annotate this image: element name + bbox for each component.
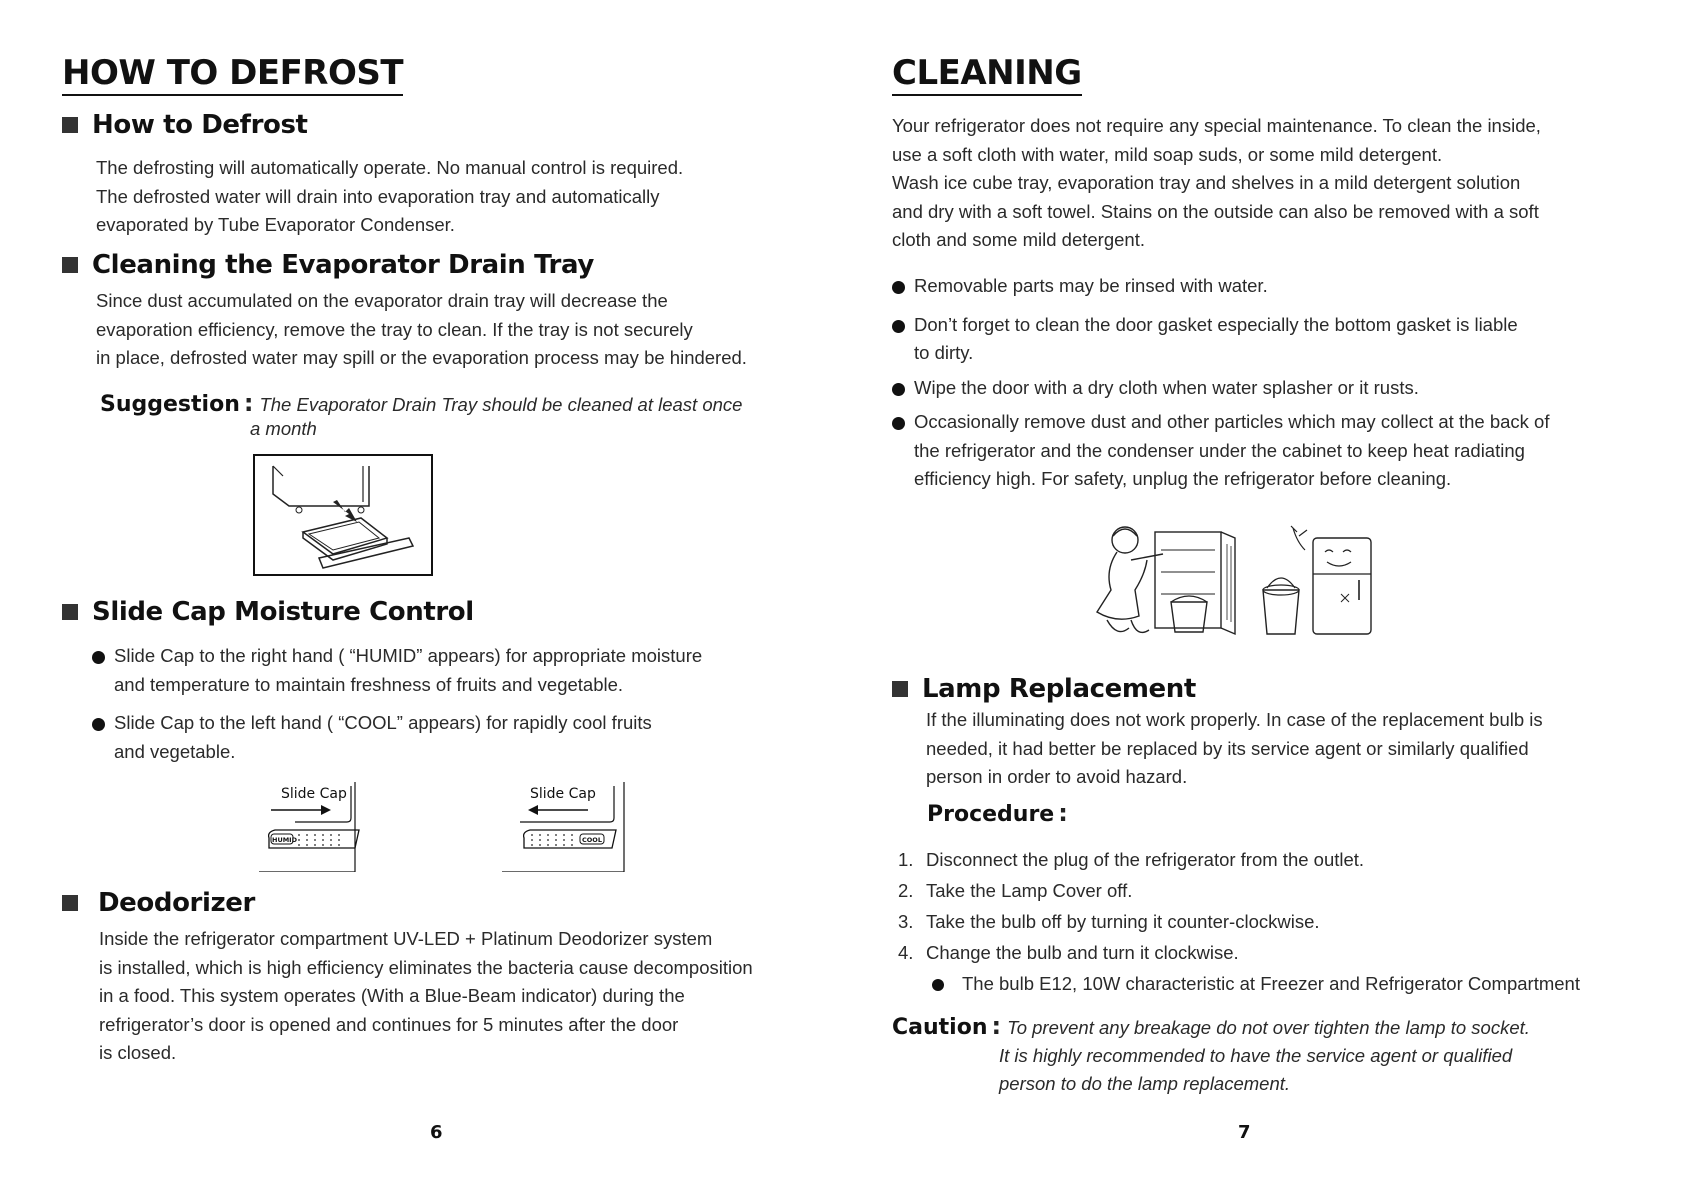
step-number: 1. <box>898 849 914 870</box>
cleaning-illustration <box>1087 520 1387 645</box>
step-text: Take the bulb off by turning it counter-clockwise. <box>926 911 1320 932</box>
text-line: Wash ice cube tray, evaporation tray and shelves in a mild detergent solution <box>892 172 1521 193</box>
procedure-label: Procedure <box>927 802 1055 827</box>
page-title-defrost: HOW TO DEFROST <box>62 54 403 96</box>
list-item <box>892 374 1549 403</box>
text-line: person in order to avoid hazard. <box>926 766 1188 787</box>
text-line: needed, it had better be replaced by its service agent or similarly qualified <box>926 737 1529 759</box>
slide-cap-label: Slide Cap <box>281 786 347 802</box>
text-line: and temperature to maintain freshness of fruits and vegetable. <box>114 673 624 695</box>
step-text: Take the Lamp Cover off. <box>926 880 1133 901</box>
text-line: Wipe the door with a dry cloth when water splasher or it rusts. <box>914 376 1419 398</box>
list-item <box>898 937 1364 968</box>
procedure-colon: : <box>1058 799 1068 827</box>
step-text: Change the bulb and turn it clockwise. <box>926 942 1239 963</box>
heading-text: How to Defrost <box>92 110 308 140</box>
procedure-heading <box>927 799 1074 827</box>
text-line: and vegetable. <box>114 740 236 762</box>
slide-cap-label: Slide Cap <box>530 786 596 802</box>
section-heading-how-to-defrost <box>62 110 308 140</box>
text-line: in a food. This system operates (With a Blue-Beam indicator) during the <box>99 985 685 1006</box>
heading-text: Cleaning the Evaporator Drain Tray <box>92 250 594 280</box>
text-line: refrigerator’s door is opened and continues for 5 minutes after the door <box>99 1013 679 1035</box>
text-line: Inside the refrigerator compartment UV-LED + Platinum Deodorizer system <box>99 928 713 949</box>
text-line: to dirty. <box>914 342 974 363</box>
square-bullet-icon <box>62 257 78 273</box>
bullet-dot-icon <box>892 281 905 294</box>
page-title-cleaning: CLEANING <box>892 54 1082 96</box>
bullet-dot-icon <box>892 417 905 430</box>
text-line: Slide Cap to the left hand ( “COOL” appears) for rapidly cool fruits <box>114 712 652 733</box>
cleaning-intro-paragraph <box>892 112 1541 255</box>
step-number: 4. <box>898 942 914 963</box>
text-line: Occasionally remove dust and other particles which may collect at the back of <box>914 411 1550 432</box>
caution-note <box>892 1012 1530 1040</box>
caution-text: To prevent any breakage do not over tighten the lamp to socket. <box>1007 1017 1530 1038</box>
heading-text: Deodorizer <box>98 888 255 918</box>
suggestion-note <box>100 389 742 417</box>
text-line: and dry with a soft towel. Stains on the outside can also be removed with a soft <box>892 200 1539 222</box>
step-number: 2. <box>898 880 914 901</box>
cleaning-tray-paragraph <box>96 287 747 373</box>
drain-tray-illustration <box>253 454 433 576</box>
caution-text-line2: It is highly recommended to have the service agent or qualified <box>999 1045 1513 1066</box>
bullet-dot-icon <box>932 979 944 991</box>
bullet-dot-icon <box>892 383 905 396</box>
suggestion-text: The Evaporator Drain Tray should be cleaned at least once <box>259 394 743 415</box>
text-line: Slide Cap to the right hand ( “HUMID” appears) for appropriate moisture <box>114 645 703 666</box>
lamp-paragraph <box>926 706 1543 792</box>
procedure-steps <box>898 844 1364 968</box>
slide-cap-cool-diagram <box>502 780 632 872</box>
text-line: Your refrigerator does not require any special maintenance. To clean the inside, <box>892 115 1541 136</box>
list-item <box>892 311 1549 368</box>
square-bullet-icon <box>62 117 78 133</box>
text-line: Don’t forget to clean the door gasket especially the bottom gasket is liable <box>914 313 1518 335</box>
text-line: The defrosted water will drain into evaporation tray and automatically <box>96 185 660 207</box>
cleaning-bullets <box>892 272 1549 494</box>
caution-text-line3: person to do the lamp replacement. <box>999 1073 1291 1094</box>
heading-text: Slide Cap Moisture Control <box>92 597 474 627</box>
text-line: in place, defrosted water may spill or the evaporation process may be hindered. <box>96 347 747 368</box>
list-item <box>898 906 1364 937</box>
caution-label: Caution <box>892 1015 988 1040</box>
list-item <box>898 875 1364 906</box>
text-line: is closed. <box>99 1042 177 1063</box>
defrost-paragraph <box>96 154 683 240</box>
section-heading-lamp-replacement <box>892 674 1196 704</box>
text-line: The bulb E12, 10W characteristic at Freezer and Refrigerator Compartment <box>962 973 1580 994</box>
square-bullet-icon <box>62 895 78 911</box>
bulb-note <box>928 970 1580 999</box>
suggestion-label: Suggestion <box>100 392 240 417</box>
suggestion-colon: : <box>243 389 254 417</box>
square-bullet-icon <box>62 604 78 620</box>
square-bullet-icon <box>892 681 908 697</box>
text-line: evaporated by Tube Evaporator Condenser. <box>96 214 455 235</box>
bullet-dot-icon <box>92 651 105 664</box>
list-item <box>92 709 702 766</box>
page-number: 7 <box>1238 1122 1251 1143</box>
section-heading-slide-cap <box>62 597 474 627</box>
slide-cap-humid-diagram <box>255 780 385 872</box>
text-line: is installed, which is high efficiency eliminates the bacteria cause decomposition <box>99 956 753 978</box>
text-line: If the illuminating does not work properly. In case of the replacement bulb is <box>926 709 1543 730</box>
bullet-dot-icon <box>92 718 105 731</box>
humid-tag: HUMID <box>272 836 298 844</box>
list-item <box>892 272 1549 301</box>
bullet-dot-icon <box>892 320 905 333</box>
right-page <box>842 0 1685 1192</box>
deodorizer-paragraph <box>99 925 753 1068</box>
text-line: the refrigerator and the condenser under the cabinet to keep heat radiating <box>914 439 1525 461</box>
step-number: 3. <box>898 911 914 932</box>
list-item <box>892 408 1549 494</box>
section-heading-deodorizer <box>62 888 255 918</box>
cool-tag: COOL <box>582 836 602 844</box>
suggestion-text-line2: a month <box>250 418 317 439</box>
text-line: evaporation efficiency, remove the tray to clean. If the tray is not securely <box>96 318 693 340</box>
text-line: cloth and some mild detergent. <box>892 229 1145 250</box>
left-page <box>0 0 842 1192</box>
heading-text: Lamp Replacement <box>922 674 1196 704</box>
text-line: Since dust accumulated on the evaporator drain tray will decrease the <box>96 290 668 311</box>
list-item <box>898 844 1364 875</box>
slide-cap-bullets <box>92 642 702 766</box>
section-heading-cleaning-tray <box>62 250 594 280</box>
text-line: Removable parts may be rinsed with water. <box>914 275 1268 296</box>
text-line: The defrosting will automatically operate. No manual control is required. <box>96 157 684 178</box>
list-item <box>928 970 1580 999</box>
text-line: use a soft cloth with water, mild soap suds, or some mild detergent. <box>892 143 1443 165</box>
page-number: 6 <box>430 1122 443 1143</box>
text-line: efficiency high. For safety, unplug the refrigerator before cleaning. <box>914 468 1452 489</box>
list-item <box>92 642 702 699</box>
step-text: Disconnect the plug of the refrigerator from the outlet. <box>926 849 1365 870</box>
caution-colon: : <box>991 1012 1002 1040</box>
